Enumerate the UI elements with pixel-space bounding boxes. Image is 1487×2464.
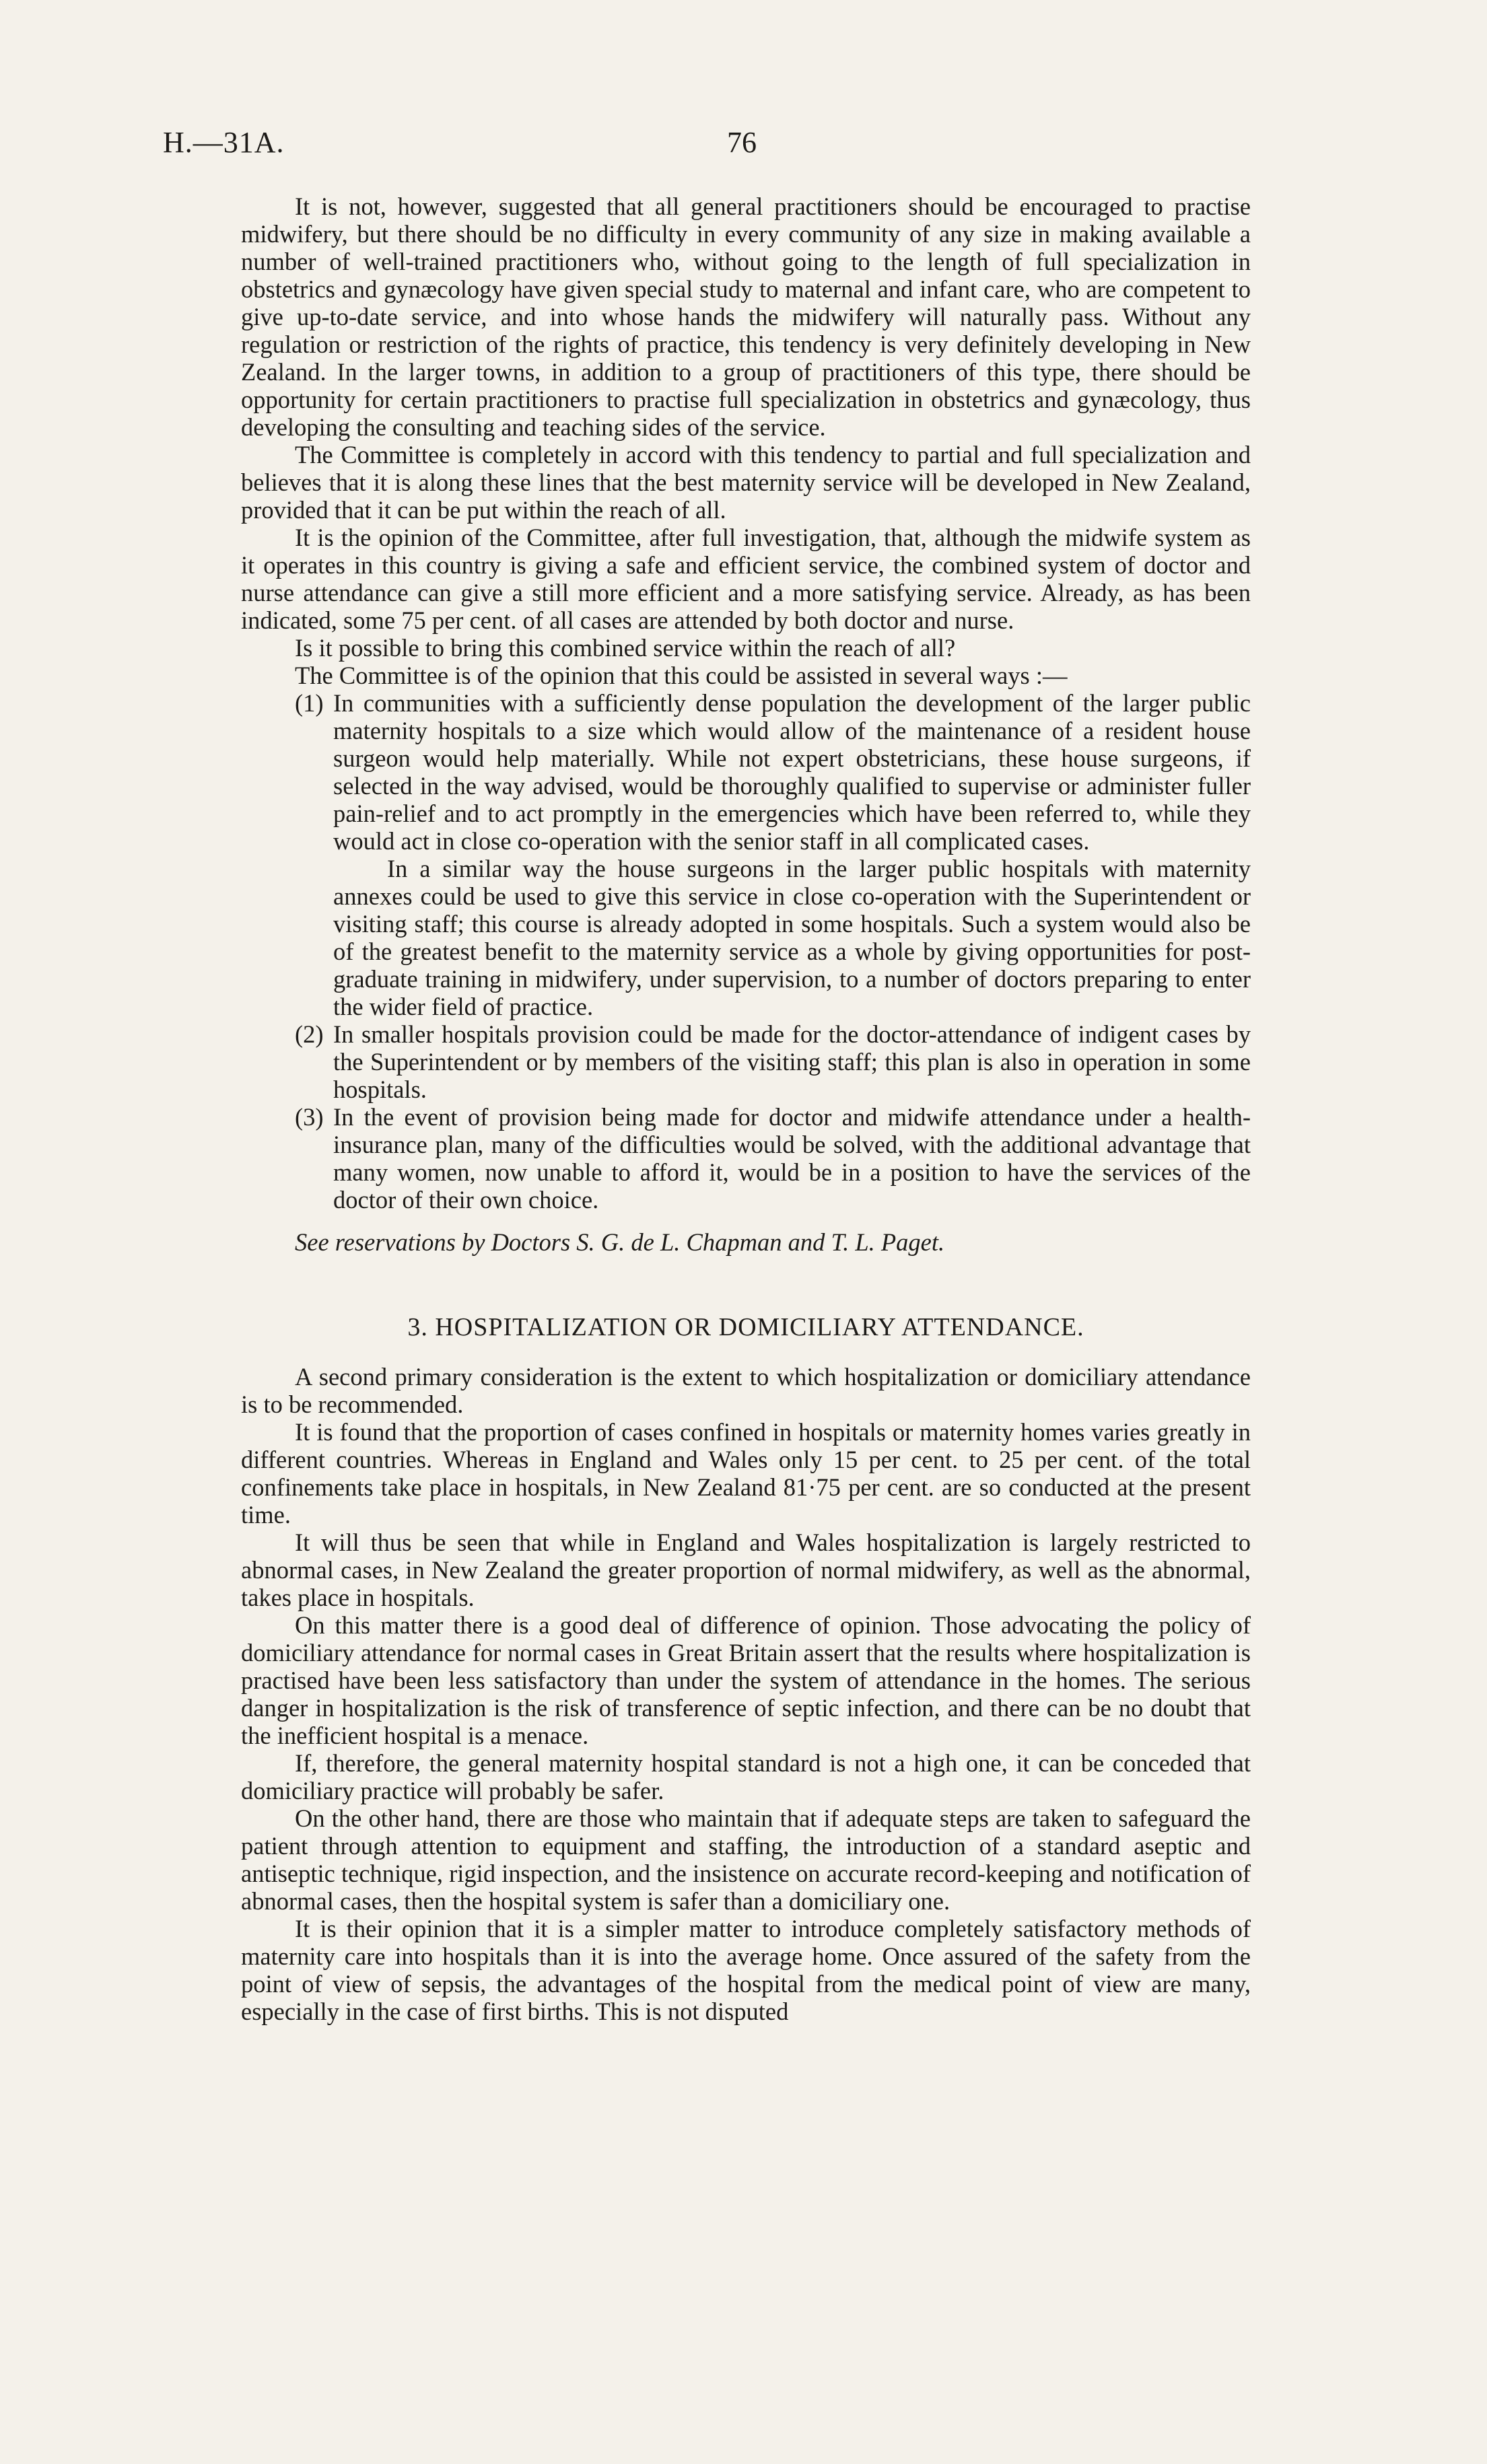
list-item [241, 689, 1251, 1020]
list-item-number: (3) [295, 1103, 324, 1131]
page-header [0, 125, 1487, 166]
paragraph: The Committee is completely in accord with this tendency to partial and full specialization and believes that it is along these lines that the best maternity service will be developed in New Zealand, provided that it can be put within the reach of all. [241, 441, 1251, 524]
page-number: 76 [727, 126, 757, 159]
list-item-number: (1) [295, 689, 324, 717]
reservation-note: See reservations by Doctors S. G. de L. Chapman and T. L. Paget. [295, 1228, 945, 1256]
paragraph: It is their opinion that it is a simpler matter to introduce completely satisfactory methods of maternity care into hospitals than it is into the average home. Once assured of the safety from the point of view of sepsis, the advantages of the hospital from the medical point of view are many, especially in the case of first births. This is not disputed [241, 1915, 1251, 2025]
list-item-text: In communities with a sufficiently dense population the development of the larger public maternity hospitals to a size which would allow of the maintenance of a resident house surgeon would help materially. While not expert obstetricians, these house surgeons, if selected in the way advised, would be thoroughly qualified to supervise or administer fuller pain-relief and to act promptly in the emergencies which have been referred to, while they would act in close co-operation with the senior staff in all complicated cases. [333, 689, 1251, 855]
section-heading: 3. HOSPITALIZATION OR DOMICILIARY ATTENDANCE. [407, 1313, 1084, 1341]
paragraph: On the other hand, there are those who maintain that if adequate steps are taken to safeguard the patient through attention to equipment and staffing, the introduction of a standard aseptic and antiseptic technique, rigid inspection, and the insistence on accurate record-keeping and notification of abnormal cases, then the hospital system is safer than a domiciliary one. [241, 1804, 1251, 1915]
paragraph: The Committee is of the opinion that this could be assisted in several ways :— [295, 662, 1068, 689]
list-item-number: (2) [295, 1020, 324, 1048]
paragraph: It is found that the proportion of cases confined in hospitals or maternity homes varies greatly in different countries. Whereas in England and Wales only 15 per cent. to 25 per cent. of the total confinements take place in hospitals, in New Zealand 81·75 per cent. are so conducted at the present time. [241, 1418, 1251, 1528]
paragraph: It is not, however, suggested that all general practitioners should be encouraged to practise midwifery, but there should be no difficulty in every community of any size in making available a number of well-trained practitioners who, without going to the length of full specialization in obstetrics and gynæcology have given special study to maternal and infant care, who are competent to give up-to-date service, and into whose hands the midwifery will naturally pass. Without any regulation or restriction of the rights of practice, this tendency is very definitely developing in New Zealand. In the larger towns, in addition to a group of practitioners of this type, there should be opportunity for certain practitioners to practise full specialization in obstetrics and gynæcology, thus developing the consulting and teaching sides of the service. [241, 192, 1251, 441]
document-reference: H.—31A. [163, 126, 285, 159]
list-item-text: In the event of provision being made for doctor and midwife attendance under a health-insurance plan, many of the difficulties would be solved, with the additional advantage that many women, now unable to afford it, would be in a position to have the services of the doctor of their own choice. [333, 1103, 1251, 1213]
paragraph: If, therefore, the general maternity hospital standard is not a high one, it can be conceded that domiciliary practice will probably be safer. [241, 1749, 1251, 1804]
paragraph: On this matter there is a good deal of difference of opinion. Those advocating the policy of domiciliary attendance for normal cases in Great Britain assert that the results where hospitalization is practised have been less satisfactory than under the system of attendance in the homes. The serious danger in hospitalization is the risk of transference of septic infection, and there can be no doubt that the inefficient hospital is a menace. [241, 1611, 1251, 1749]
paragraph: It will thus be seen that while in England and Wales hospitalization is largely restricted to abnormal cases, in New Zealand the greater proportion of normal midwifery, as well as the abnormal, takes place in hospitals. [241, 1528, 1251, 1611]
list-item [241, 1020, 1251, 1103]
paragraph: It is the opinion of the Committee, after full investigation, that, although the midwife system as it operates in this country is giving a safe and efficient service, the combined system of doctor and nurse attendance can give a still more efficient and a more satisfying service. Already, as has been indicated, some 75 per cent. of all cases are attended by both doctor and nurse. [241, 524, 1251, 634]
paragraph: A second primary consideration is the extent to which hospitalization or domiciliary attendance is to be recommended. [241, 1363, 1251, 1418]
list-item [241, 1103, 1251, 1213]
list-item-subparagraph: In a similar way the house surgeons in the larger public hospitals with maternity annexes could be used to give this service in close co-operation with the Superintendent or visiting staff; this course is already adopted in some hospitals. Such a system would also be of the greatest benefit to the maternity service as a whole by giving opportunities for post-graduate training in midwifery, under supervision, to a number of doctors preparing to enter the wider field of practice. [333, 855, 1251, 1020]
page-body [241, 192, 1251, 2025]
paragraph: Is it possible to bring this combined service within the reach of all? [295, 634, 956, 662]
list-item-text: In smaller hospitals provision could be made for the doctor-attendance of indigent cases by the Superintendent or by members of the visiting staff; this plan is also in operation in some hospitals. [333, 1020, 1251, 1103]
